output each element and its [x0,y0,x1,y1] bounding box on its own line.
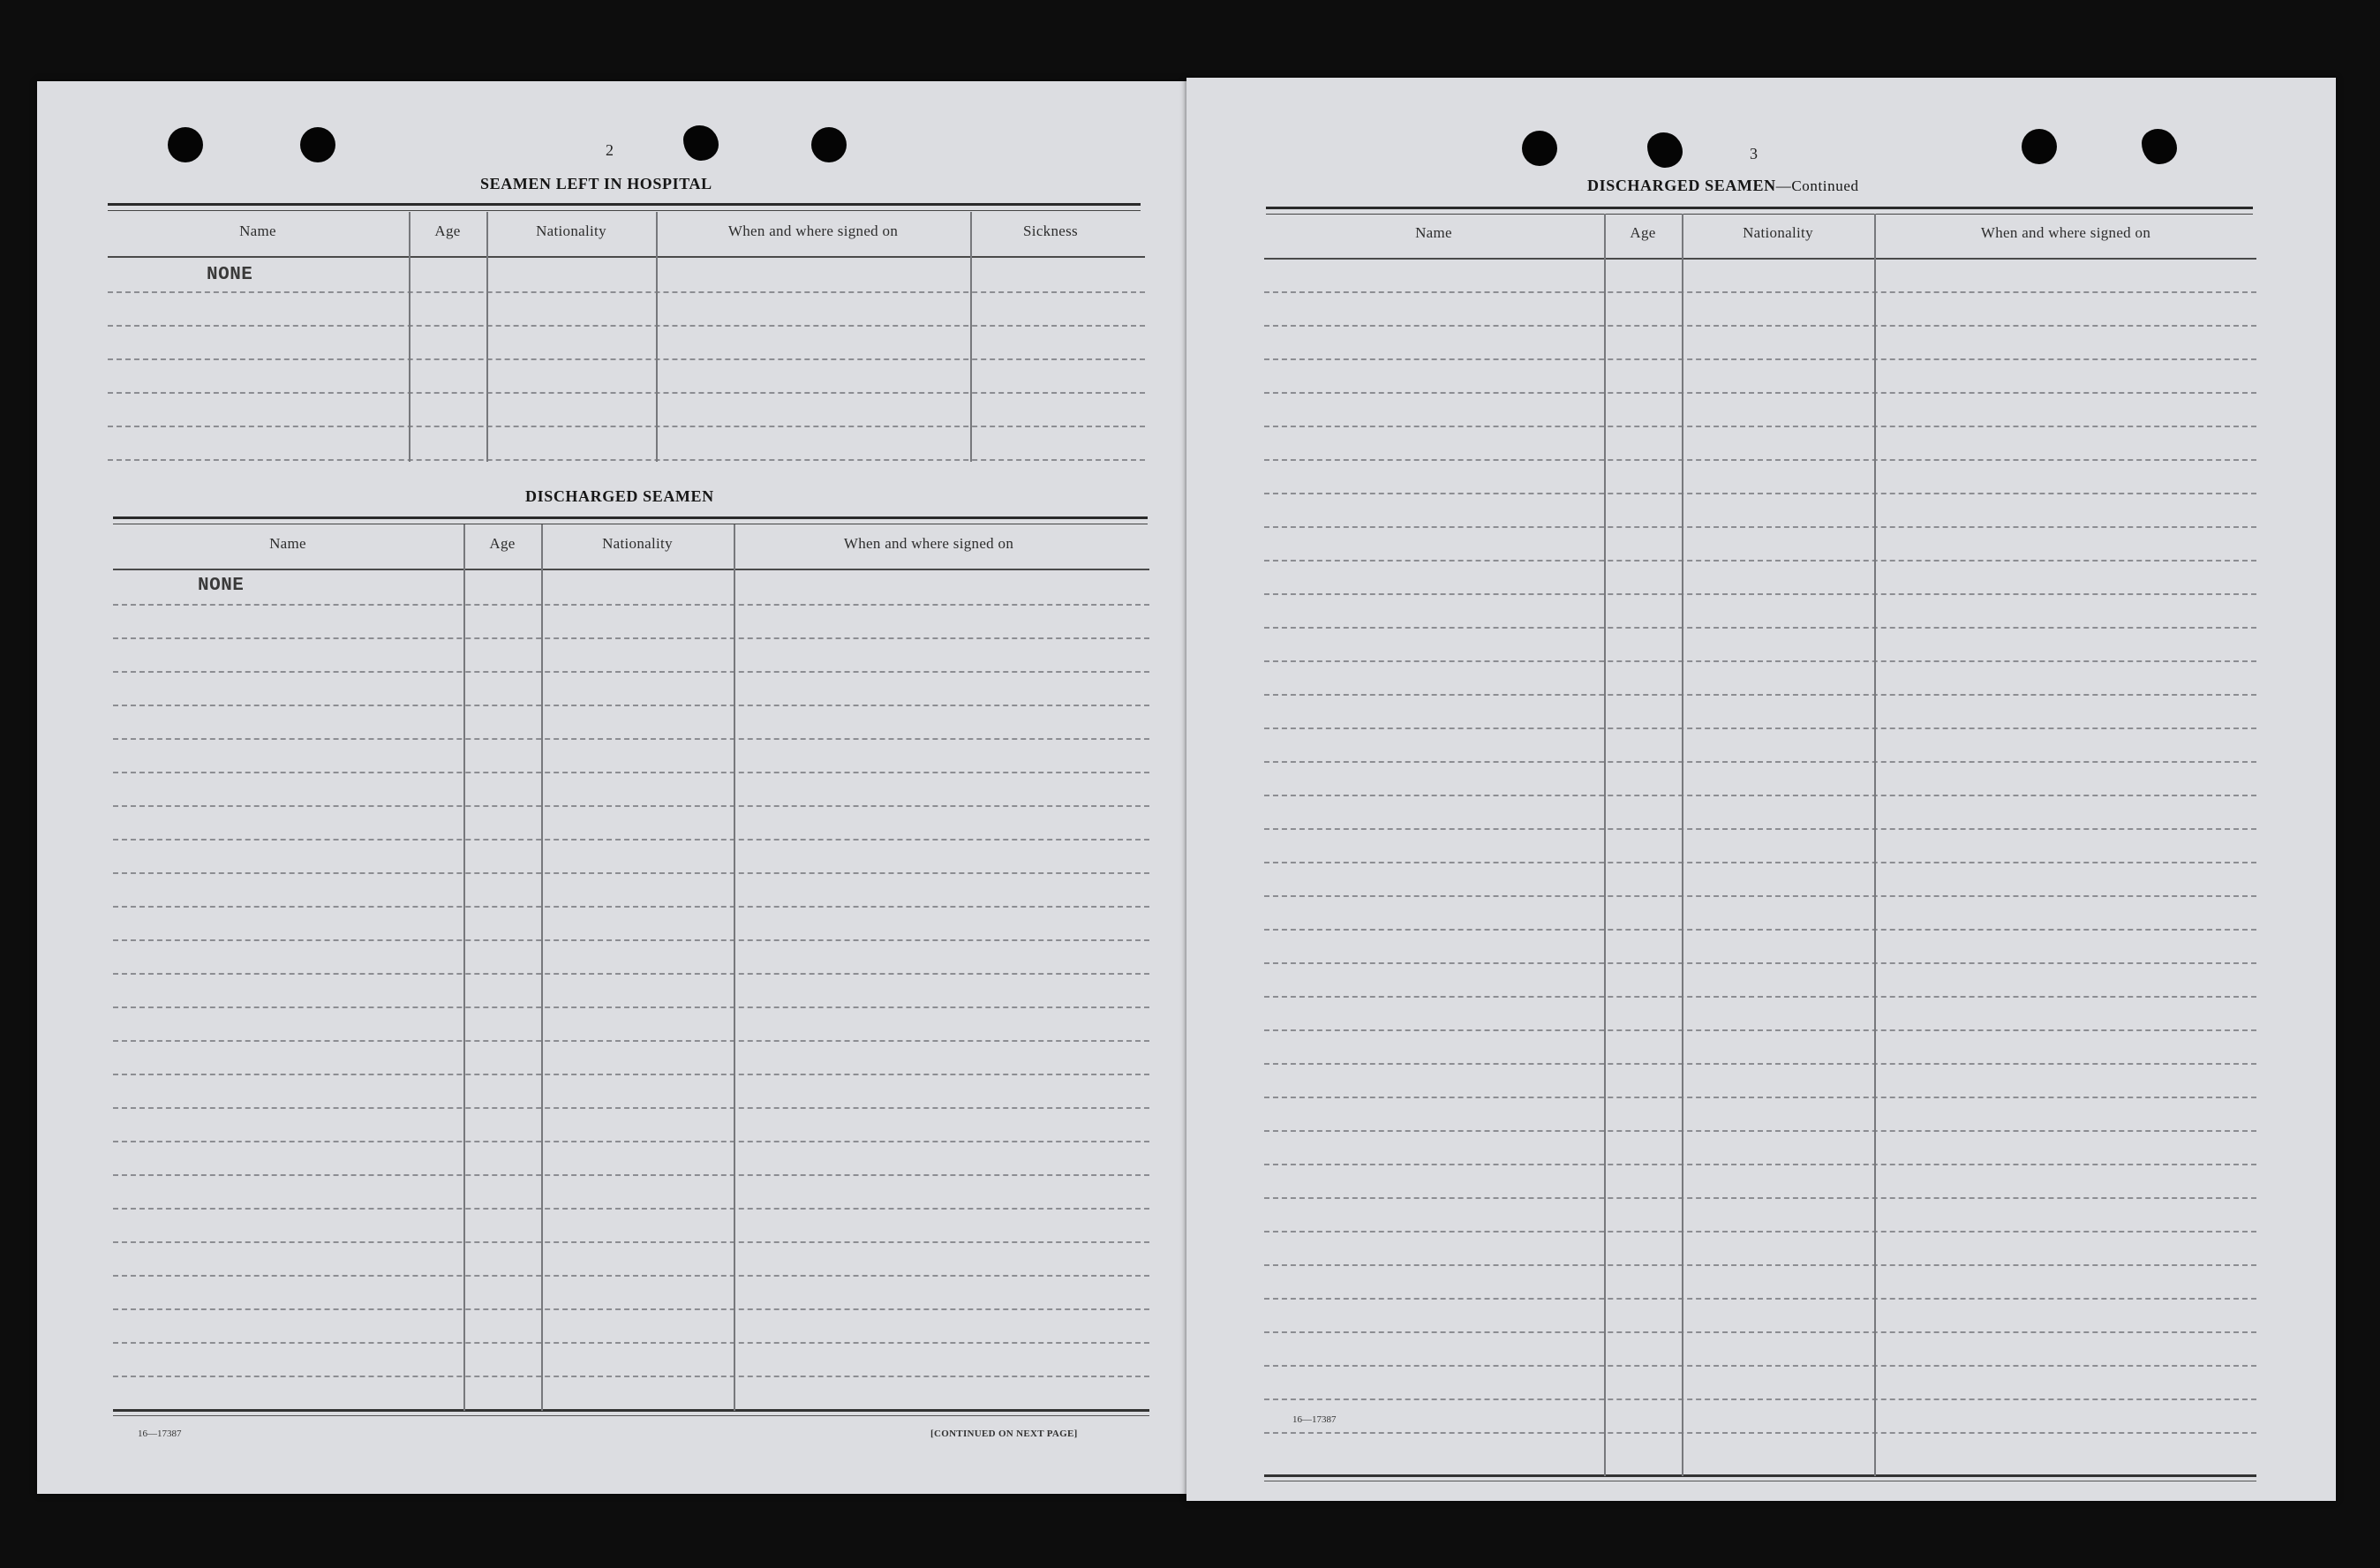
right-page [1186,78,2336,1501]
page-number: 3 [1750,145,1759,162]
punch-hole [2142,129,2177,164]
form-code: 16—17387 [138,1429,182,1439]
table-row [108,392,1145,394]
column-divider [463,524,465,1411]
table-row [108,291,1145,293]
form-code: 16—17387 [1292,1414,1337,1425]
header-rule [113,569,1149,570]
table-row [113,1006,1149,1008]
discharged-continued-table [1264,214,2256,1485]
table-row [1264,1029,2256,1031]
table-row [113,872,1149,874]
table-row [113,973,1149,975]
title-rule [113,516,1148,524]
table-row [113,1308,1149,1310]
section-title-suffix: —Continued [1775,177,1859,194]
table-row [113,1040,1149,1042]
punch-hole [2022,129,2057,164]
typed-entry-none: NONE [198,576,245,596]
table-row [1264,828,2256,830]
column-header-sickness: Sickness [1023,222,1078,239]
column-divider [656,212,658,462]
table-row [108,459,1145,461]
column-header-nationality: Nationality [536,222,606,239]
table-row [113,1107,1149,1109]
page-number: 2 [606,141,614,159]
column-header-signed-on: When and where signed on [727,222,899,239]
table-row [108,358,1145,360]
table-row [1264,1432,2256,1434]
table-row [1264,694,2256,696]
table-row [1264,291,2256,293]
table-row [1264,560,2256,562]
table-row [113,1241,1149,1243]
table-row [113,1275,1149,1277]
table-row [1264,493,2256,494]
left-page [37,81,1190,1494]
table-row [113,1208,1149,1210]
table-row [1264,459,2256,461]
column-divider [1604,214,1606,1476]
table-row [1264,1130,2256,1132]
table-row [113,772,1149,773]
table-row [1264,1298,2256,1300]
table-row [1264,962,2256,964]
table-row [1264,426,2256,427]
column-header-signed-on: When and where signed on [1980,224,2151,241]
column-divider [970,212,972,462]
column-divider [1682,214,1683,1476]
discharged-section-title: DISCHARGED SEAMEN [525,487,714,505]
table-row [108,325,1145,327]
punch-hole [1522,131,1557,166]
header-rule [1264,258,2256,260]
table-row [1264,1331,2256,1333]
discharged-table [113,524,1149,1425]
punch-hole [811,127,847,162]
table-row [113,805,1149,807]
table-row [1264,761,2256,763]
column-divider [1874,214,1876,1476]
table-row [1264,1398,2256,1400]
table-row [108,426,1145,427]
table-row [113,705,1149,706]
punch-hole [683,125,719,161]
column-divider [541,524,543,1411]
typed-entry-none: NONE [207,265,253,285]
table-row [113,671,1149,673]
column-header-name: Name [269,535,306,552]
table-row [113,637,1149,639]
column-header-nationality: Nationality [602,535,673,552]
table-bottom-rule [1264,1474,2256,1481]
column-header-name: Name [239,222,276,239]
column-divider [409,212,410,462]
column-header-nationality: Nationality [1743,224,1813,241]
table-row [1264,1264,2256,1266]
table-row [1264,1063,2256,1065]
discharged-continued-title [1587,177,1859,195]
hospital-section-title: SEAMEN LEFT IN HOSPITAL [480,175,712,192]
table-row [1264,895,2256,897]
punch-hole [1647,132,1683,168]
column-divider [486,212,488,462]
table-row [1264,1231,2256,1233]
column-header-name: Name [1415,224,1452,241]
table-row [113,604,1149,606]
table-row [1264,392,2256,394]
header-rule [108,256,1145,258]
table-row [1264,660,2256,662]
table-row [113,906,1149,908]
table-row [1264,358,2256,360]
title-rule [108,203,1141,211]
column-header-age: Age [434,222,461,239]
table-row [1264,1097,2256,1098]
table-row [1264,929,2256,931]
punch-hole [300,127,335,162]
table-row [113,1174,1149,1176]
column-header-age: Age [489,535,516,552]
table-row [1264,795,2256,796]
table-row [1264,727,2256,729]
column-header-age: Age [1630,224,1656,241]
table-row [1264,526,2256,528]
table-bottom-rule [113,1409,1149,1416]
table-row [113,1141,1149,1142]
column-divider [734,524,735,1411]
table-row [1264,593,2256,595]
table-row [113,839,1149,841]
section-title-text: DISCHARGED SEAMEN [1587,177,1776,194]
column-header-signed-on: When and where signed on [843,535,1014,552]
table-row [1264,1365,2256,1367]
table-row [113,1074,1149,1075]
continued-note: [CONTINUED ON NEXT PAGE] [930,1429,1078,1439]
table-row [1264,1164,2256,1165]
table-row [1264,996,2256,998]
table-row [1264,862,2256,863]
table-row [1264,325,2256,327]
table-row [1264,627,2256,629]
table-row [113,738,1149,740]
table-row [113,1342,1149,1344]
table-row [1264,1197,2256,1199]
table-row [113,1376,1149,1377]
punch-hole [168,127,203,162]
table-row [113,939,1149,941]
